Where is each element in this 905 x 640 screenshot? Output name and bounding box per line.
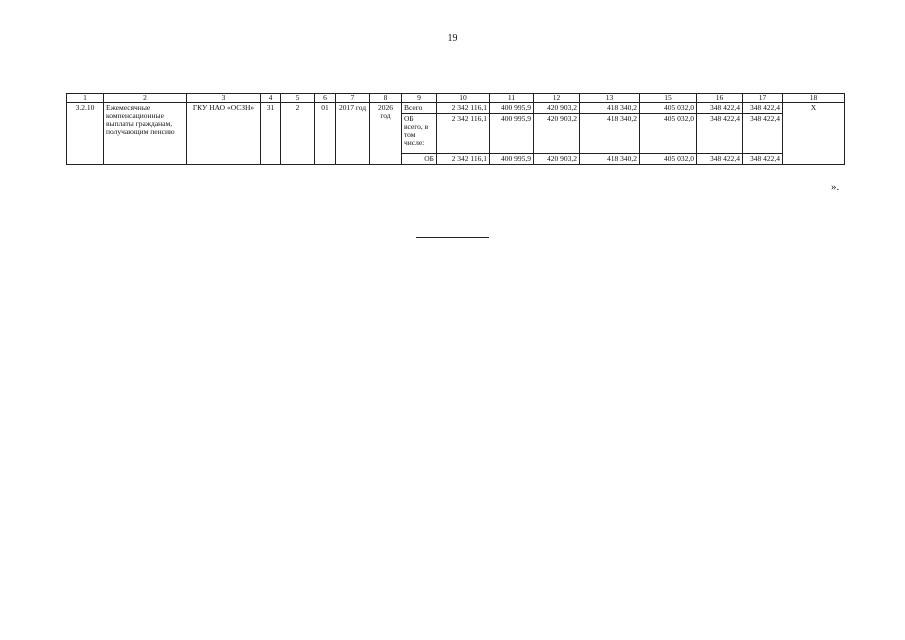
value-cell: 348 422,4 [743,154,783,165]
row-name: Ежемесячные компенсационные выплаты гражданам, получающим пенсию [104,103,187,165]
header-cell: 11 [490,94,534,103]
value-cell: 418 340,2 [580,154,640,165]
header-cell: 3 [187,94,261,103]
table-row [67,103,845,114]
row-code: 3.2.10 [67,103,104,165]
row-col4: 31 [261,103,281,165]
header-cell: 6 [315,94,336,103]
value-cell: 420 903,2 [534,154,580,165]
value-cell: 418 340,2 [580,114,640,154]
header-cell: 4 [261,94,281,103]
value-cell: 348 422,4 [697,103,743,114]
value-cell: 348 422,4 [697,154,743,165]
header-cell: 5 [281,94,315,103]
row-executor: ГКУ НАО «ОСЗН» [187,103,261,165]
row-col18: Х [783,103,845,165]
value-cell: 405 032,0 [640,103,697,114]
value-cell: 405 032,0 [640,154,697,165]
value-cell: 405 032,0 [640,114,697,154]
header-cell: 2 [104,94,187,103]
budget-table [66,93,845,165]
value-cell: 2 342 116,1 [437,154,490,165]
header-cell: 17 [743,94,783,103]
header-cell: 1 [67,94,104,103]
value-cell: 348 422,4 [743,114,783,154]
value-cell: 2 342 116,1 [437,114,490,154]
header-cell: 18 [783,94,845,103]
value-cell: 418 340,2 [580,103,640,114]
closing-quote: ». [831,181,840,193]
header-cell: 15 [640,94,697,103]
table-header-row [67,94,845,103]
funding-source: ОБ всего, в том числе: [402,114,437,154]
funding-source: ОБ [402,154,437,165]
value-cell: 420 903,2 [534,103,580,114]
header-cell: 12 [534,94,580,103]
value-cell: 400 995,9 [490,114,534,154]
value-cell: 420 903,2 [534,114,580,154]
value-cell: 348 422,4 [743,103,783,114]
footnote-rule [416,237,489,238]
header-cell: 7 [336,94,370,103]
header-cell: 8 [370,94,402,103]
page-number: 19 [447,33,458,44]
funding-source: Всего [402,103,437,114]
row-start-year: 2017 год [336,103,370,165]
value-cell: 400 995,9 [490,154,534,165]
value-cell: 2 342 116,1 [437,103,490,114]
header-cell: 10 [437,94,490,103]
header-cell: 13 [580,94,640,103]
value-cell: 400 995,9 [490,103,534,114]
row-col6: 01 [315,103,336,165]
header-cell: 16 [697,94,743,103]
row-end-year: 2026 год [370,103,402,165]
header-cell: 9 [402,94,437,103]
value-cell: 348 422,4 [697,114,743,154]
row-col5: 2 [281,103,315,165]
